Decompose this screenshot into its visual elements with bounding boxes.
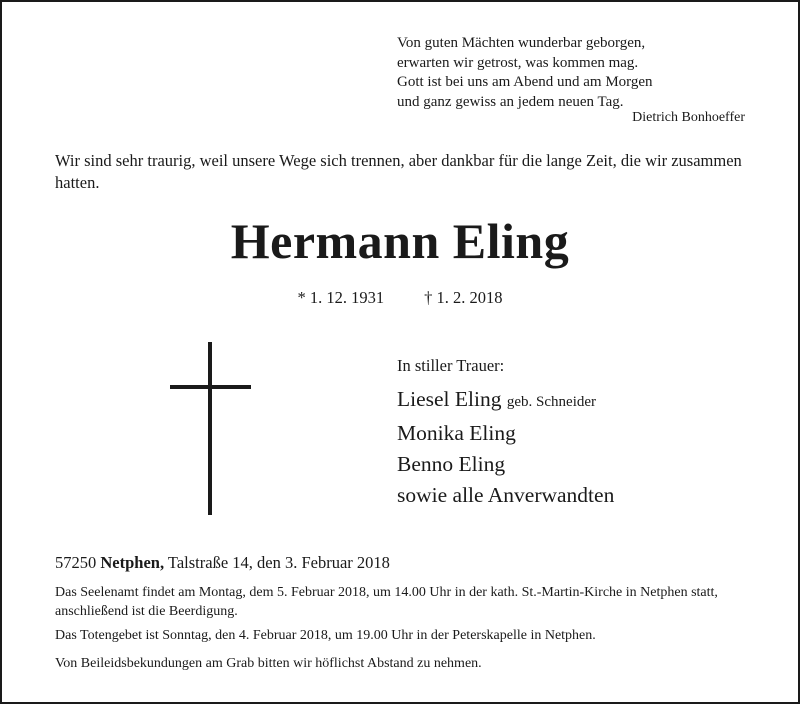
mourner-name: Liesel Eling <box>397 387 502 411</box>
mourner-note: geb. Schneider <box>506 394 597 410</box>
mourner-item <box>397 480 614 511</box>
mourner-item <box>397 418 614 449</box>
info-condolences: Von Beileidsbekundungen am Grab bitten wir höflichst Abstand zu nehmen. <box>55 656 482 671</box>
poem-author: Dietrich Bonhoeffer <box>632 110 745 125</box>
cross-icon-bar <box>170 385 251 389</box>
mourner-list <box>397 384 614 511</box>
address-line <box>55 553 390 573</box>
poem-line: erwarten wir getrost, was kommen mag. <box>397 54 639 71</box>
mourner-item <box>397 449 614 480</box>
poem-line: und ganz gewiss an jedem neuen Tag. <box>397 93 624 110</box>
life-dates <box>0 288 800 308</box>
deceased-name: Hermann Eling <box>230 213 570 269</box>
town: Netphen, <box>100 553 165 572</box>
mourner-name: Monika Eling <box>397 421 516 445</box>
address-rest: Talstraße 14, den 3. Februar 2018 <box>167 553 390 572</box>
poem-line: Gott ist bei uns am Abend und am Morgen <box>397 74 653 90</box>
poem-line: Von guten Mächten wunderbar geborgen, <box>397 35 646 51</box>
poem <box>397 34 757 112</box>
mourning-label: In stiller Trauer: <box>397 356 505 375</box>
intro-text: Wir sind sehr traurig, weil unsere Wege sich trennen, aber dankbar für die lange Zeit, die wir zusammen hatten. <box>55 151 742 192</box>
death-date: † 1. 2. 2018 <box>424 288 503 307</box>
info-prayer: Das Totengebet ist Sonntag, den 4. Februar 2018, um 19.00 Uhr in der Peterskapelle in Netphen. <box>55 628 596 643</box>
mourner-name: Benno Eling <box>397 452 506 476</box>
cross-icon <box>208 342 212 515</box>
info-requiem: Das Seelenamt findet am Montag, dem 5. Februar 2018, um 14.00 Uhr in der kath. St.-Martin-Kirche in Netphen statt, anschließend ist die Beerdigung. <box>55 585 718 619</box>
postcode: 57250 <box>55 553 97 572</box>
mourner-item <box>397 384 614 418</box>
birth-date: * 1. 12. 1931 <box>297 288 385 307</box>
mourner-name: sowie alle Anverwandten <box>397 483 615 507</box>
